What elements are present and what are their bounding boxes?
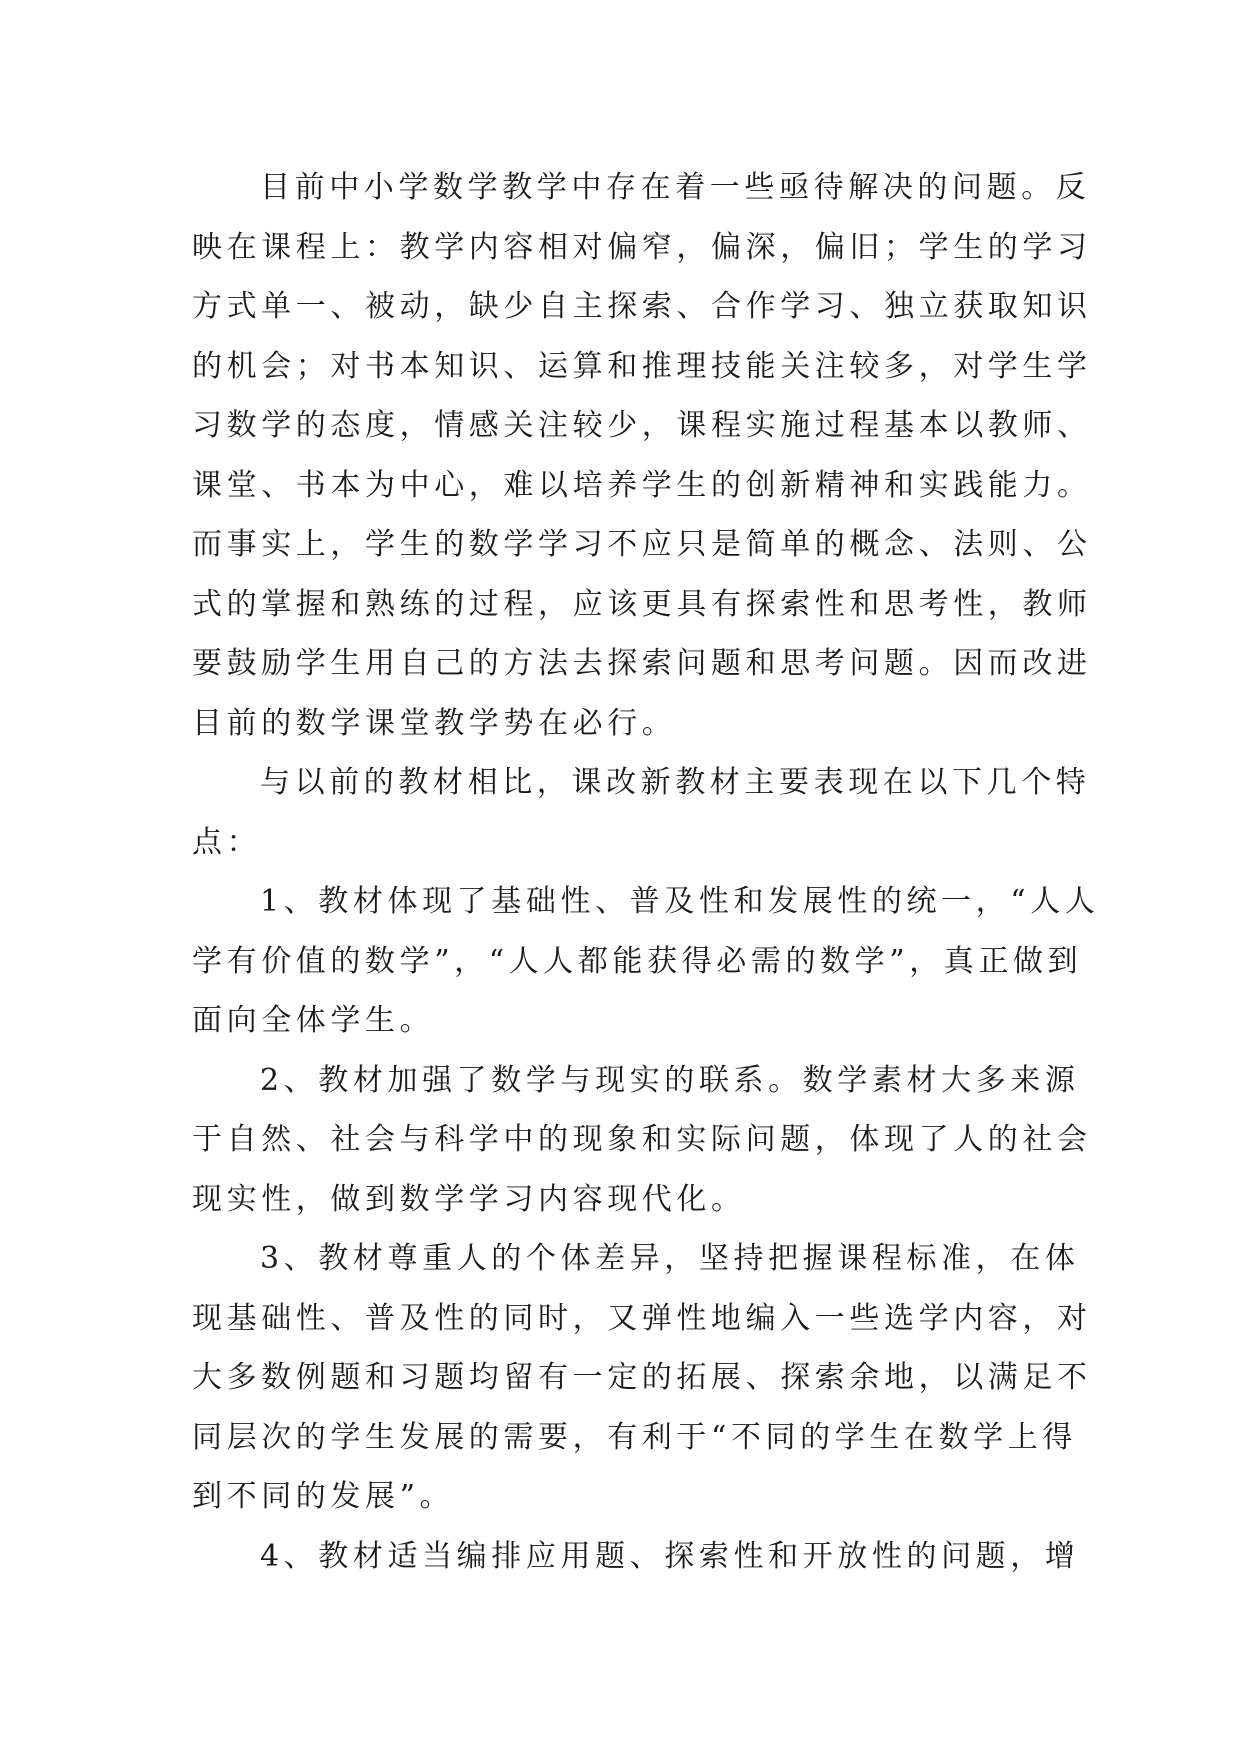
- paragraph-point-2: [192, 1051, 1092, 1230]
- paragraph-point-3: [192, 1229, 1092, 1527]
- text-line: 现基础性、普及性的同时，又弹性地编入一些选学内容，对: [192, 1300, 1092, 1336]
- text-line: 到不同的发展”。: [192, 1479, 455, 1514]
- paragraph-current-problems: [192, 158, 1092, 753]
- text-line: 学有价值的数学”，“人人都能获得必需的数学”，真正做到: [192, 943, 1083, 979]
- text-line: 2、教材加强了数学与现实的联系。数学素材大多来源: [260, 1062, 1080, 1098]
- text-line: 大多数例题和习题均留有一定的拓展、探索余地，以满足不: [192, 1360, 1092, 1395]
- text-line: 的机会；对书本知识、运算和推理技能关注较多，对学生学: [192, 348, 1092, 384]
- text-line: 要鼓励学生用自己的方法去探索问题和思考问题。因而改进: [192, 646, 1092, 681]
- text-line: 而事实上，学生的数学学习不应只是简单的概念、法则、公: [192, 527, 1092, 562]
- text-line: 面向全体学生。: [192, 1003, 435, 1038]
- text-line: 方式单一、被动，缺少自主探索、合作学习、独立获取知识: [192, 289, 1092, 324]
- text-line: 同层次的学生发展的需要，有利于“不同的学生在数学上得: [192, 1419, 1077, 1455]
- text-line: 与以前的教材相比，课改新教材主要表现在以下几个特: [260, 765, 1091, 800]
- text-line: 于自然、社会与科学中的现象和实际问题，体现了人的社会: [192, 1122, 1092, 1157]
- document-body: [192, 158, 1100, 1586]
- text-line: 4、教材适当编排应用题、探索性和开放性的问题，增: [260, 1538, 1080, 1574]
- paragraph-point-4: [192, 1527, 1080, 1587]
- paragraph-textbook-intro: [192, 753, 1091, 872]
- paragraph-point-1: [192, 872, 1100, 1051]
- text-line: 现实性，做到数学学习内容现代化。: [192, 1181, 746, 1217]
- text-line: 目前中小学数学教学中存在着一些亟待解决的问题。反: [260, 170, 1091, 205]
- text-line: 课堂、书本为中心，难以培养学生的创新精神和实践能力。: [192, 467, 1092, 503]
- text-line: 映在课程上：教学内容相对偏窄，偏深，偏旧；学生的学习: [192, 229, 1092, 265]
- text-line: 式的掌握和熟练的过程，应该更具有探索性和思考性，教师: [192, 586, 1092, 622]
- text-line: 3、教材尊重人的个体差异，坚持把握课程标准，在体: [260, 1241, 1080, 1276]
- text-line: 1、教材体现了基础性、普及性和发展性的统一，“人人: [260, 884, 1100, 919]
- text-line: 目前的数学课堂教学势在必行。: [192, 705, 677, 741]
- text-line: 点：: [192, 824, 262, 860]
- text-line: 习数学的态度，情感关注较少，课程实施过程基本以教师、: [192, 408, 1092, 443]
